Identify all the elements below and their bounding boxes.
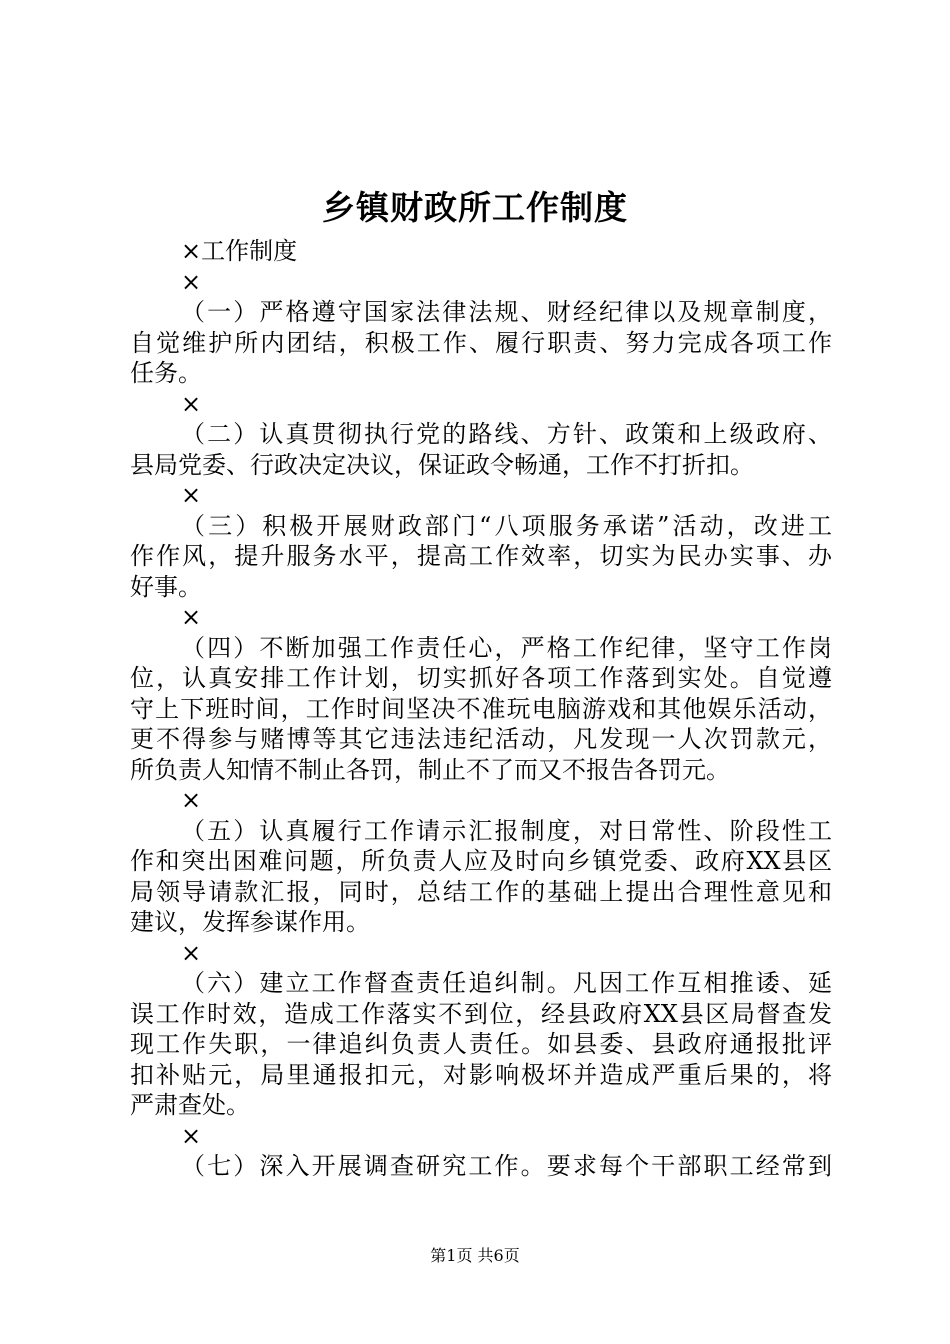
- paragraph-line: 误工作时效，造成工作落实不到位，经县政府XX县区局督查发: [130, 999, 832, 1028]
- paragraph-6: [130, 968, 832, 1121]
- paragraph-line: 严肃查处。: [130, 1091, 250, 1119]
- paragraph-1: [130, 297, 832, 389]
- paragraph-line: 所负责人知情不制止各罚，制止不了而又不报告各罚元。: [130, 755, 730, 784]
- paragraph-4: [130, 633, 832, 786]
- paragraph-line: 局领导请款汇报，同时，总结工作的基础上提出合理性意见和: [130, 877, 832, 906]
- paragraph-line: 自觉维护所内团结，积极工作、履行职责、努力完成各项工作: [130, 328, 832, 357]
- paragraph-line: （五）认真履行工作请示汇报制度，对日常性、阶段性工: [181, 816, 832, 845]
- placeholder-mark: ×: [181, 481, 202, 509]
- paragraph-7: [130, 1151, 832, 1182]
- paragraph-line: 守上下班时间，工作时间坚决不准玩电脑游戏和其他娱乐活动，: [130, 694, 832, 723]
- page-footer: 第1页 共6页: [430, 1246, 520, 1265]
- paragraph-line: 现工作失职，一律追纠负责人责任。如县委、县政府通报批评: [130, 1030, 832, 1058]
- paragraph-line: 好事。: [130, 572, 202, 601]
- paragraph-line: （四）不断加强工作责任心，严格工作纪律，坚守工作岗: [181, 633, 832, 662]
- paragraph-line: （六）建立工作督查责任追纠制。凡因工作互相推诿、延: [181, 969, 832, 997]
- section-heading: ×工作制度: [181, 237, 298, 265]
- paragraph-line: （二）认真贯彻执行党的路线、方针、政策和上级政府、: [181, 420, 832, 448]
- document-title: 乡镇财政所工作制度: [322, 188, 628, 227]
- placeholder-mark: ×: [181, 786, 202, 814]
- placeholder-mark: ×: [181, 603, 202, 631]
- placeholder-mark: ×: [181, 389, 202, 418]
- paragraph-2: [130, 419, 832, 480]
- paragraph-line: 扣补贴元，局里通报扣元，对影响极坏并造成严重后果的，将: [130, 1060, 832, 1089]
- paragraph-line: （三）积极开展财政部门“八项服务承诺”活动，改进工: [181, 511, 832, 540]
- paragraph-line: 县局党委、行政决定决议，保证政令畅通，工作不打折扣。: [130, 450, 754, 479]
- paragraph-line: 更不得参与赌博等其它违法违纪活动，凡发现一人次罚款元，: [130, 725, 832, 753]
- placeholder-mark: ×: [181, 267, 202, 296]
- paragraph-5: [130, 816, 832, 938]
- paragraph-line: 任务。: [130, 359, 202, 387]
- paragraph-line: 作和突出困难问题，所负责人应及时向乡镇党委、政府XX县区: [130, 847, 832, 875]
- paragraph-line: 建议，发挥参谋作用。: [130, 908, 370, 936]
- paragraph-line: （七）深入开展调查研究工作。要求每个干部职工经常到: [181, 1152, 832, 1180]
- placeholder-mark: ×: [181, 1121, 202, 1150]
- paragraph-3: [130, 511, 832, 603]
- paragraph-line: 作作风，提升服务水平，提高工作效率，切实为民办实事、办: [130, 542, 832, 570]
- placeholder-mark: ×: [181, 938, 202, 967]
- paragraph-line: 位，认真安排工作计划，切实抓好各项工作落到实处。自觉遵: [130, 664, 832, 692]
- document-body: [130, 236, 832, 1182]
- paragraph-line: （一）严格遵守国家法律法规、财经纪律以及规章制度，: [181, 298, 832, 326]
